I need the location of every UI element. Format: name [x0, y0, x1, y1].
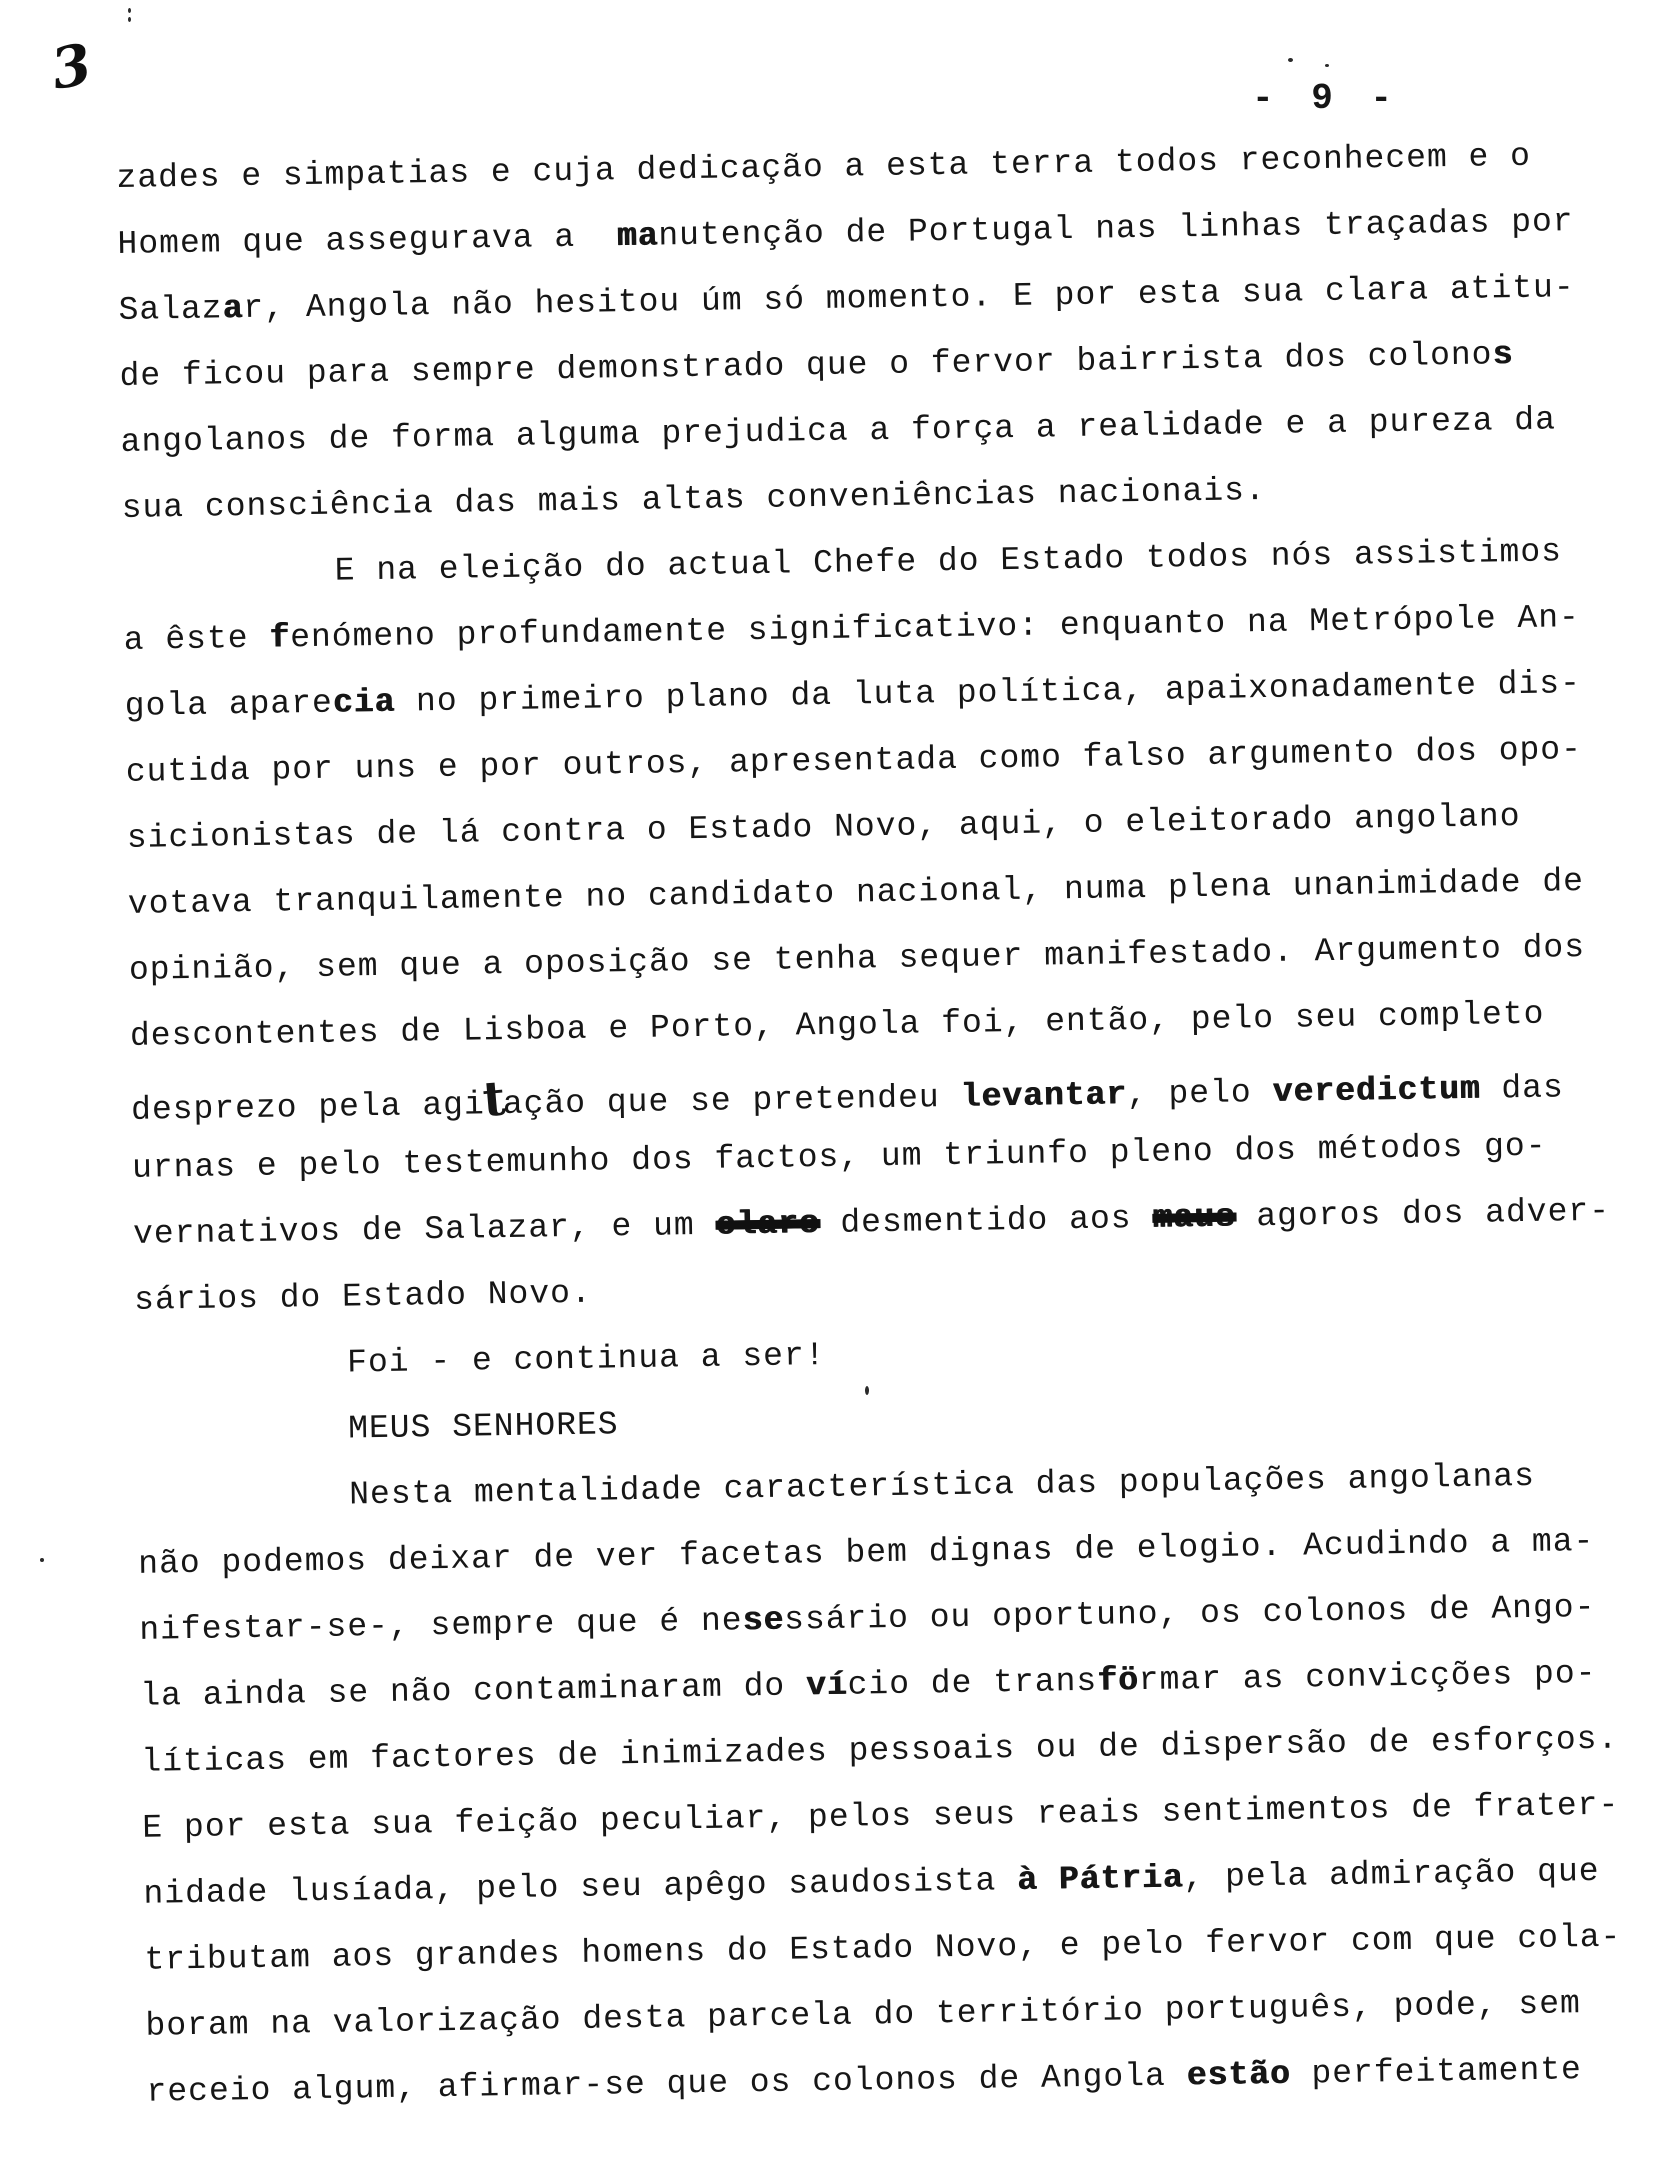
text-segment: nifestar-se-, sempre que é ne — [139, 1602, 743, 1649]
text-segment: cio de trans — [847, 1662, 1098, 1704]
text-segment: vernativos de Salazar, e um — [132, 1206, 716, 1253]
handwritten-page-mark: 3 — [46, 31, 97, 103]
text-segment: líticas em factores de inimizades pessoais ou de dispersão de esforços. — [141, 1720, 1619, 1781]
text-segment-bold: se — [742, 1601, 785, 1640]
text-segment-bold: veredictum — [1272, 1070, 1481, 1111]
scan-speck — [128, 17, 131, 22]
scan-speck — [128, 8, 131, 13]
text-segment: r, Angola não hesitou úm só momento. E por esta sua clara atitu- — [243, 269, 1575, 328]
text-segment: a êste — [123, 619, 270, 659]
text-segment-bold: a — [222, 290, 244, 328]
text-segment: das — [1480, 1069, 1565, 1108]
text-segment-handwritten: t — [480, 1070, 509, 1129]
text-segment: sua consciência das mais altas conveniências nacionais. — [121, 471, 1267, 527]
scan-speck — [1325, 64, 1329, 67]
text-segment: agoros dos adver- — [1235, 1192, 1611, 1236]
text-segment-strike: maus — [1152, 1198, 1236, 1237]
text-segment: Foi - e continua a ser! — [346, 1337, 826, 1382]
text-segment: , pelo — [1126, 1073, 1273, 1114]
text-segment: E na eleição do actual Chefe do Estado todos nós assistimos — [334, 533, 1563, 590]
text-segment: zades e simpatias e cuja dedicação a esta terra todos reconhecem e o — [116, 137, 1532, 197]
text-segment: Homem que assegurava a — [117, 218, 618, 263]
text-segment-bold: s — [1492, 336, 1514, 374]
text-segment: sários do Estado Novo. — [133, 1274, 593, 1319]
text-segment: Salaz — [118, 290, 223, 329]
text-segment-bold: à Pátria — [1016, 1859, 1184, 1900]
page-number: - 9 - — [1252, 78, 1401, 119]
text-segment-bold: estão — [1186, 2055, 1291, 2095]
text-segment-bold: fö — [1096, 1662, 1140, 1700]
text-segment: nidade lusíada, pelo seu apêgo saudosista — [143, 1862, 1018, 1913]
text-segment-bold: ví — [805, 1666, 848, 1705]
text-segment: no primeiro plano da luta política, apaixonadamente dis- — [394, 665, 1582, 721]
text-segment: angolanos de forma alguma prejudica a força a realidade e a pureza da — [120, 401, 1557, 461]
text-segment: desprezo pela agi — [130, 1086, 486, 1129]
text-segment: enómeno profundamente significativo: enquanto na Metrópole An- — [289, 599, 1581, 657]
text-segment: votava tranquilamente no candidato nacional, numa plena unanimidade de — [127, 863, 1585, 923]
text-segment: MEUS SENHORES — [347, 1406, 619, 1448]
text-segment: la ainda se não contaminaram do — [140, 1667, 807, 1715]
text-segment: desmentido aos — [819, 1199, 1153, 1243]
text-segment-bold: levantar — [960, 1076, 1128, 1116]
text-segment: boram na valorização desta parcela do território português, pode, sem — [145, 1985, 1582, 2045]
text-segment: de ficou para sempre demonstrado que o fervor bairrista dos colono — [119, 336, 1493, 395]
document-body — [116, 123, 1627, 2126]
text-segment: não podemos deixar de ver facetas bem dignas de elogio. Acudindo a ma- — [137, 1522, 1595, 1583]
text-segment-strike: claro — [715, 1205, 820, 1244]
text-segment: ação que se pretendeu — [502, 1078, 961, 1124]
scan-speck — [40, 1558, 44, 1562]
text-segment: Nesta mentalidade característica das populações angolanas — [348, 1457, 1536, 1514]
text-segment: tributam aos grandes homens do Estado Novo, e pelo fervor com que cola- — [144, 1918, 1622, 1979]
text-segment: rmar as convicções po- — [1138, 1654, 1597, 1700]
text-segment-bold: cia — [332, 683, 396, 722]
text-segment: urnas e pelo testemunho dos factos, um triunfo pleno dos métodos go- — [131, 1127, 1547, 1187]
scan-speck — [1288, 58, 1293, 62]
text-segment: cutida por uns e por outros, apresentada como falso argumento dos opo- — [125, 731, 1583, 791]
text-segment: receio algum, afirmar-se que os colonos de Angola — [146, 2057, 1187, 2111]
text-segment-bold: f — [269, 619, 291, 657]
text-segment: E por esta sua feição peculiar, pelos seus reais sentimentos de frater- — [142, 1786, 1620, 1847]
text-segment: nutenção de Portugal nas linhas traçadas por — [658, 203, 1574, 255]
text-segment: perfeitamente — [1290, 2051, 1583, 2093]
text-segment: descontentes de Lisboa e Porto, Angola foi, então, pelo seu completo — [129, 995, 1545, 1055]
text-segment: ssário ou oportuno, os colonos de Ango- — [783, 1588, 1596, 1639]
text-segment: opinião, sem que a oposição se tenha sequer manifestado. Argumento dos — [128, 929, 1586, 989]
text-segment: , pela admiração que — [1183, 1852, 1600, 1897]
text-segment: sicionistas de lá contra o Estado Novo, aqui, o eleitorado angolano — [126, 798, 1521, 857]
text-segment-bold: ma — [616, 217, 659, 256]
text-segment: gola apare — [124, 684, 334, 725]
